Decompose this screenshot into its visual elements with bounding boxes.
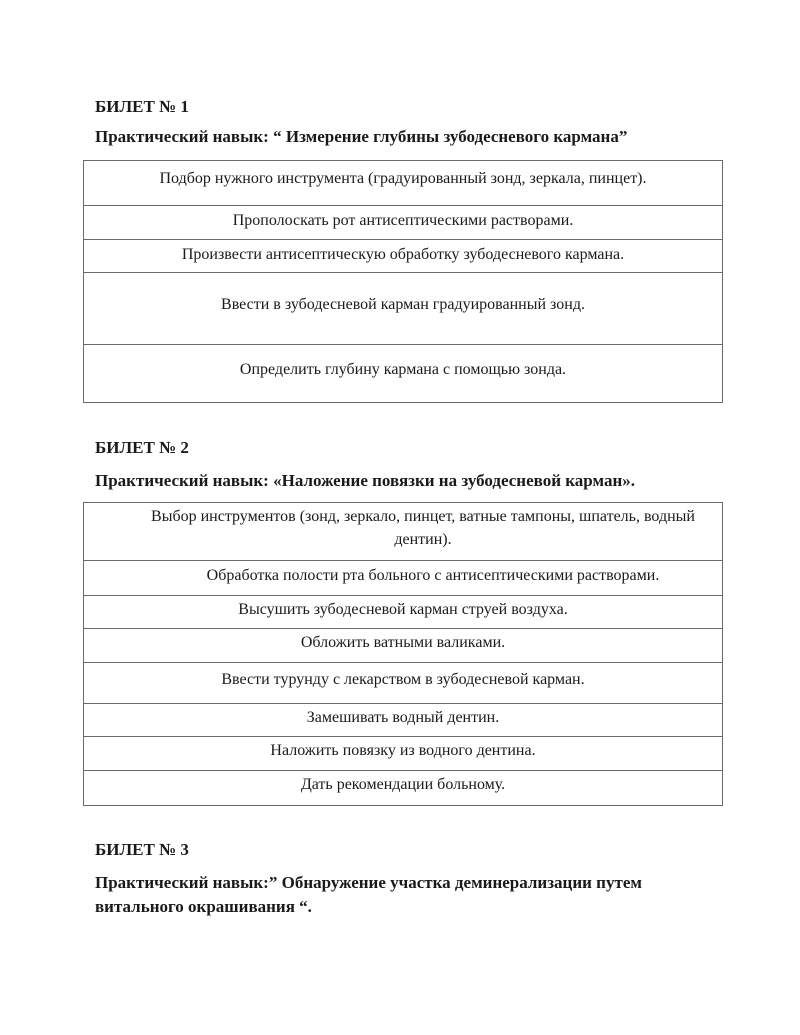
ticket-1-heading: БИЛЕТ № 1	[95, 97, 189, 116]
step-text: Прополоскать рот антисептическими растворами.	[232, 212, 574, 229]
step-text: Высушить зубодесневой карман струей воздуха.	[238, 601, 568, 618]
step-text: Наложить повязку из водного дентина.	[270, 742, 536, 759]
ticket-2-step	[84, 662, 722, 703]
step-text: Дать рекомендации больному.	[300, 776, 506, 793]
step-text: Ввести в зубодесневой карман градуированный зонд.	[221, 296, 585, 313]
step-text: Подбор нужного инструмента (градуированный зонд, зеркала, пинцет).	[159, 170, 647, 187]
ticket-2-step	[84, 560, 722, 595]
ticket-1-step	[84, 205, 722, 239]
step-text: Обработка полости рта больного с антисептическими растворами.	[206, 567, 660, 584]
ticket-1-step	[84, 272, 722, 344]
ticket-2-step	[84, 703, 722, 736]
ticket-1-step	[84, 239, 722, 272]
ticket-2-heading: БИЛЕТ № 2	[95, 438, 189, 457]
ticket-2-skill-title: Практический навык: «Наложение повязки на зубодесневой карман».	[95, 471, 635, 490]
ticket-3-heading: БИЛЕТ № 3	[95, 840, 189, 859]
ticket-1-skill-title: Практический навык: “ Измерение глубины зубодесневого кармана”	[95, 127, 628, 146]
step-text: Обложить ватными валиками.	[300, 634, 506, 651]
step-text: Замешивать водный дентин.	[306, 709, 500, 726]
ticket-1-step	[84, 344, 722, 402]
step-text: Ввести турунду с лекарством в зубодесневой карман.	[221, 671, 585, 688]
step-text: Произвести антисептическую обработку зубодесневого кармана.	[181, 246, 625, 263]
ticket-1-steps-table	[83, 160, 723, 403]
ticket-2-step	[84, 595, 722, 628]
ticket-3-skill-title: Практический навык:” Обнаружение участка деминерализации путем витального окрашивания “.	[95, 873, 642, 916]
ticket-1-step	[84, 161, 722, 205]
ticket-2-step	[84, 770, 722, 805]
ticket-2-step	[84, 503, 722, 560]
ticket-2-steps-table	[83, 502, 723, 806]
ticket-2-step	[84, 628, 722, 662]
step-text: Выбор инструментов (зонд, зеркало, пинцет, ватные тампоны, шпатель, водный дентин).	[151, 508, 695, 548]
step-text: Определить глубину кармана с помощью зонда.	[239, 361, 567, 378]
ticket-2-step	[84, 736, 722, 770]
